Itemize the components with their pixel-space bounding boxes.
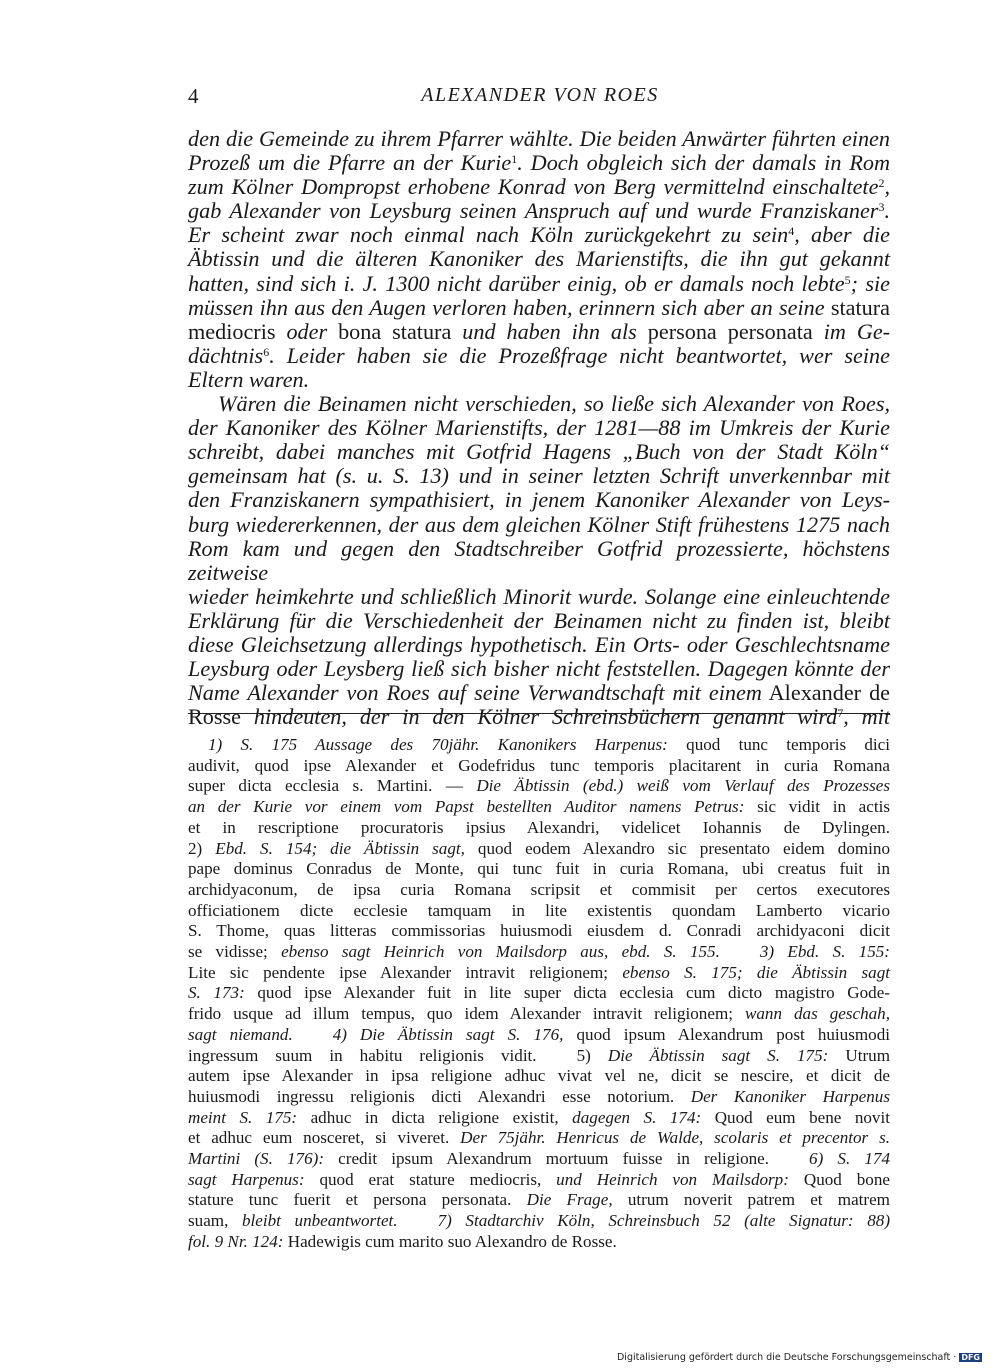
body-line: müssen ihn aus den Augen verloren haben, erinnern sich aber an seine statura: [188, 294, 890, 320]
body-line: zum Kölner Dompropst erhobene Konrad von Berg vermittelnd einschaltete$^2$,: [188, 174, 890, 200]
footnote-line: et in rescriptione procuratoris ipsius Alexandri, videlicet Iohannis de Dylingen.: [188, 817, 890, 837]
footnote-line: archidyaconum, de ipsa curia Romana scripsit et commisit per certos executores: [188, 879, 890, 899]
footnote-line: se vidisse; ebenso sagt Heinrich von Mailsdorp aus, ebd. S. 155. 3) Ebd. S. 155:: [188, 942, 890, 962]
footnote-line: stature tunc fuerit et persona personata. Die Frage, utrum noverit patrem et matrem: [188, 1190, 890, 1210]
digitization-credit: [617, 1352, 982, 1363]
body-line: Wären die Beinamen nicht verschieden, so ließe sich Alexander von Roes,: [218, 391, 890, 417]
footnote-line: S. 173: quod ipse Alexander fuit in lite super dicta ecclesia cum dicto magistro Gode-: [188, 983, 890, 1003]
body-line: Rom kam und gegen den Stadtschreiber Gotfrid prozessierte, höchstens zeitweise: [188, 535, 890, 585]
footnote-line: suam, bleibt unbeantwortet. 7) Stadtarchiv Köln, Schreinsbuch 52 (alte Signatur: 88): [188, 1211, 891, 1231]
body-text: [188, 127, 890, 729]
body-line: Rosse hindeuten, der in den Kölner Schreinsbüchern genannt wird$^7$, mit: [188, 704, 891, 730]
footnotes: [188, 735, 890, 1253]
footnote-line: sagt Harpenus: quod erat stature mediocris, und Heinrich von Mailsdorp: Quod bone: [188, 1169, 890, 1189]
body-line: diese Gleichsetzung allerdings hypothetisch. Ein Orts- oder Geschlechtsname: [188, 631, 890, 657]
footnote-ref: 4: [788, 224, 795, 239]
footnote-ref: 6: [263, 344, 270, 359]
body-line: Äbtissin und die älteren Kanoniker des Marienstifts, die ihn gut gekannt: [188, 246, 890, 272]
body-line: Eltern waren.: [188, 366, 310, 392]
footnote-line: an der Kurie vor einem vom Papst bestellten Auditor namens Petrus: sic vidit in actis: [188, 797, 890, 817]
body-line: der Kanoniker des Kölner Marienstifts, der 1281—88 im Umkreis der Kurie: [188, 415, 890, 441]
footnote-line: Lite sic pendente ipse Alexander intravit religionem; ebenso S. 175; die Äbtissin sagt: [188, 962, 890, 982]
body-line: mediocris oder bona statura und haben ihn als persona personata im Ge-: [188, 318, 891, 344]
footnote-line: fol. 9 Nr. 124: Hadewigis cum marito suo Alexandro de Rosse.: [188, 1231, 617, 1251]
body-line: Name Alexander von Roes auf seine Verwandtschaft mit einem Alexander de: [188, 680, 891, 706]
credit-text: Digitalisierung gefördert durch die Deutsche Forschungsgemeinschaft ·: [616, 1352, 957, 1363]
footnote-ref: 5: [844, 272, 851, 287]
body-line: den die Gemeinde zu ihrem Pfarrer wählte. Die beiden Anwärter führten einen: [188, 126, 890, 151]
footnote-line: Martini (S. 176): credit ipsum Alexandrum mortuum fuisse in religione. 6) S. 174: [188, 1149, 890, 1169]
body-line: dächtnis$^6$. Leider haben sie die Prozeßfrage nicht beantwortet, wer seine: [188, 342, 890, 368]
footnote-line: ingressum suum in habitu religionis vidit. 5) Die Äbtissin sagt S. 175: Utrum: [188, 1045, 890, 1065]
footnote-ref: 7: [837, 706, 844, 721]
body-line: den Franziskanern sympathisiert, in jenem Kanoniker Alexander von Leys-: [188, 487, 890, 513]
body-line: hatten, sind sich i. J. 1300 nicht darüber einig, ob er damals noch lebte$^5$; sie: [188, 270, 890, 296]
footnote-line: officiationem dicte ecclesie tamquam in lite existentis quondam Lamberto vicario: [188, 900, 890, 920]
footnote-line: meint S. 175: adhuc in dicta religione existit, dagegen S. 174: Quod eum bene novit: [188, 1107, 890, 1127]
body-line: Erklärung für die Verschiedenheit der Beinamen nicht zu finden ist, bleibt: [188, 607, 890, 633]
body-line: gemeinsam hat (s. u. S. 13) und in seiner letzten Schrift unverkennbar mit: [188, 463, 890, 489]
footnote-line: sagt niemand. 4) Die Äbtissin sagt S. 176, quod ipsum Alexandrum post huiusmodi: [188, 1024, 890, 1044]
body-line: gab Alexander von Leysburg seinen Anspruch auf und wurde Franziskaner$^3$.: [188, 198, 890, 224]
dfg-logo-icon: DFG: [961, 1353, 980, 1362]
footnote-line: et adhuc eum nosceret, si viveret. Der 75jähr. Henricus de Walde, scolaris et precentor s.: [188, 1128, 890, 1148]
footnote-ref: 3: [878, 200, 885, 215]
footnote-ref: 2: [878, 176, 885, 191]
footnote-line: autem ipse Alexander in ipsa religione adhuc vivat vel ne, dicit se nescire, et dicit de: [188, 1066, 890, 1086]
footnote-line: frido usque ad illum tempus, quo idem Alexander intravit religionem; wann das geschah,: [188, 1004, 890, 1024]
footnote-line: super dicta ecclesia s. Martini. — Die Äbtissin (ebd.) weiß vom Verlauf des Prozesses: [188, 776, 890, 796]
body-line: schreibt, dabei manches mit Gotfrid Hagens „Buch von der Stadt Köln“: [188, 439, 890, 465]
footnote-line: pape dominus Conradus de Monte, qui tunc fuit in curia Romana, ubi creatus fuit in: [188, 859, 890, 879]
body-line: burg wiedererkennen, der aus dem gleichen Kölner Stift frühestens 1275 nach: [188, 511, 890, 537]
footnote-line: 1) S. 175 Aussage des 70jähr. Kanonikers Harpenus: quod tunc temporis dici: [208, 735, 890, 754]
body-line: Prozeß um die Pfarre an der Kurie$^1$. Doch obgleich sich der damals in Rom: [188, 150, 891, 176]
body-line: Leysburg oder Leysberg ließ sich bisher nicht feststellen. Dagegen könnte der: [188, 656, 890, 682]
footnote-line: huiusmodi ingressu religionis dicti Alexandri esse notorium. Der Kanoniker Harpenus: [188, 1086, 890, 1106]
body-line: wieder heimkehrte und schließlich Minorit wurde. Solange eine einleuchtende: [188, 583, 890, 609]
page-number: 4: [188, 84, 199, 108]
footnote-line: audivit, quod ipse Alexander et Godefridus tunc temporis placitarent in curia Romana: [188, 755, 890, 775]
footnote-divider: [188, 713, 890, 714]
footnote-line: S. Thome, quas litteras commissorias huiusmodi eiusdem d. Conradi archidyaconi dicit: [188, 921, 890, 941]
running-title: ALEXANDER VON ROES: [421, 84, 659, 106]
footnote-line: 2) Ebd. S. 154; die Äbtissin sagt, quod eodem Alexandro sic presentato eidem domino: [188, 838, 891, 858]
body-line: Er scheint zwar noch einmal nach Köln zurückgekehrt zu sein$^4$, aber die: [188, 222, 890, 248]
footnote-ref: 1: [511, 152, 518, 167]
